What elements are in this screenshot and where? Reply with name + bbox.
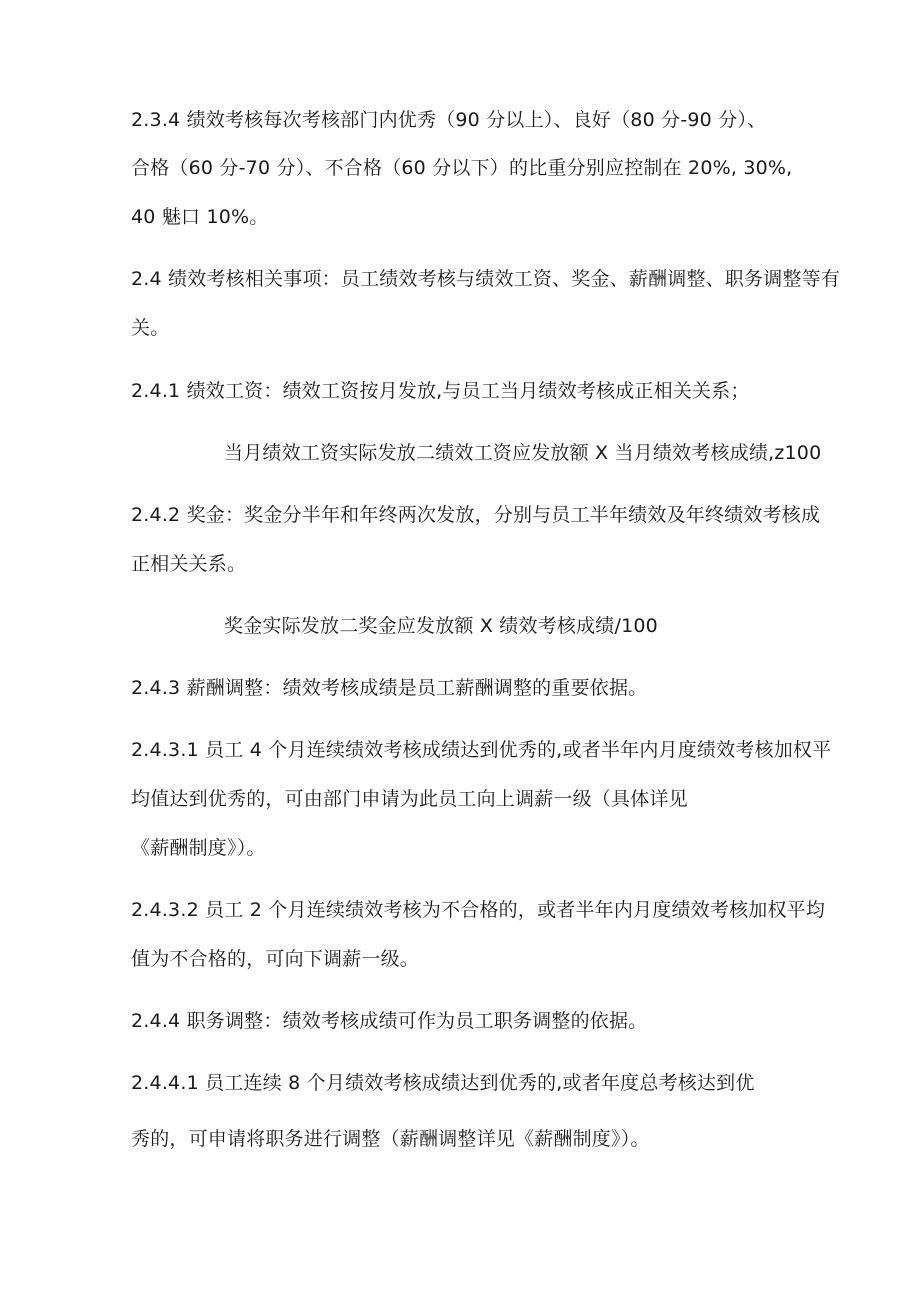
text-line-2-4-3-1-end: 《薪酬制度》）。 bbox=[131, 837, 266, 859]
text-line-2-4-3: 2.4.3 薪酬调整：绩效考核成绩是员工薪酬调整的重要依据。 bbox=[131, 677, 648, 699]
text-line-2-4-3-1: 2.4.3.1 员工 4 个月连续绩效考核成绩达到优秀的,或者半年内月度绩效考核加权平 bbox=[131, 739, 832, 761]
text-line-2-4-4-1-end: 秀的，可申请将职务进行调整（薪酬调整详见《薪酬制度》）。 bbox=[131, 1128, 650, 1150]
text-line-2-4-3-2-end: 值为不合格的，可向下调薪一级。 bbox=[131, 948, 420, 970]
text-line-2-3-4: 2.3.4 绩效考核每次考核部门内优秀（90 分以上）、良好（80 分-90 分）、 bbox=[131, 109, 767, 131]
text-line-2-4-end: 关。 bbox=[131, 317, 170, 339]
text-line-2-4-4-1: 2.4.4.1 员工连续 8 个月绩效考核成绩达到优秀的,或者年度总考核达到优 bbox=[131, 1072, 755, 1094]
text-line-2-3-4-cont: 合格（60 分-70 分）、不合格（60 分以下）的比重分别应控制在 20%, 30%, bbox=[131, 157, 793, 179]
text-line-2-4-3-2: 2.4.3.2 员工 2 个月连续绩效考核为不合格的，或者半年内月度绩效考核加权平均 bbox=[131, 899, 826, 921]
formula-performance-pay: 当月绩效工资实际发放二绩效工资应发放额 X 当月绩效考核成绩,z100 bbox=[224, 442, 822, 464]
formula-bonus: 奖金实际发放二奖金应发放额 X 绩效考核成绩/100 bbox=[224, 615, 658, 637]
text-line-2-4: 2.4 绩效考核相关事项：员工绩效考核与绩效工资、奖金、薪酬调整、职务调整等有 bbox=[131, 268, 841, 290]
text-line-2-4-1: 2.4.1 绩效工资：绩效工资按月发放,与员工当月绩效考核成正相关关系； bbox=[131, 380, 750, 402]
text-line-2-4-2-end: 正相关关系。 bbox=[131, 553, 247, 575]
text-line-2-3-4-end: 40 魅口 10%。 bbox=[131, 206, 269, 228]
text-line-2-4-2: 2.4.2 奖金：奖金分半年和年终两次发放，分别与员工半年绩效及年终绩效考核成 bbox=[131, 504, 821, 526]
text-line-2-4-4: 2.4.4 职务调整：绩效考核成绩可作为员工职务调整的依据。 bbox=[131, 1010, 648, 1032]
text-line-2-4-3-1-cont: 均值达到优秀的，可由部门申请为此员工向上调薪一级（具体详见 bbox=[131, 788, 688, 810]
